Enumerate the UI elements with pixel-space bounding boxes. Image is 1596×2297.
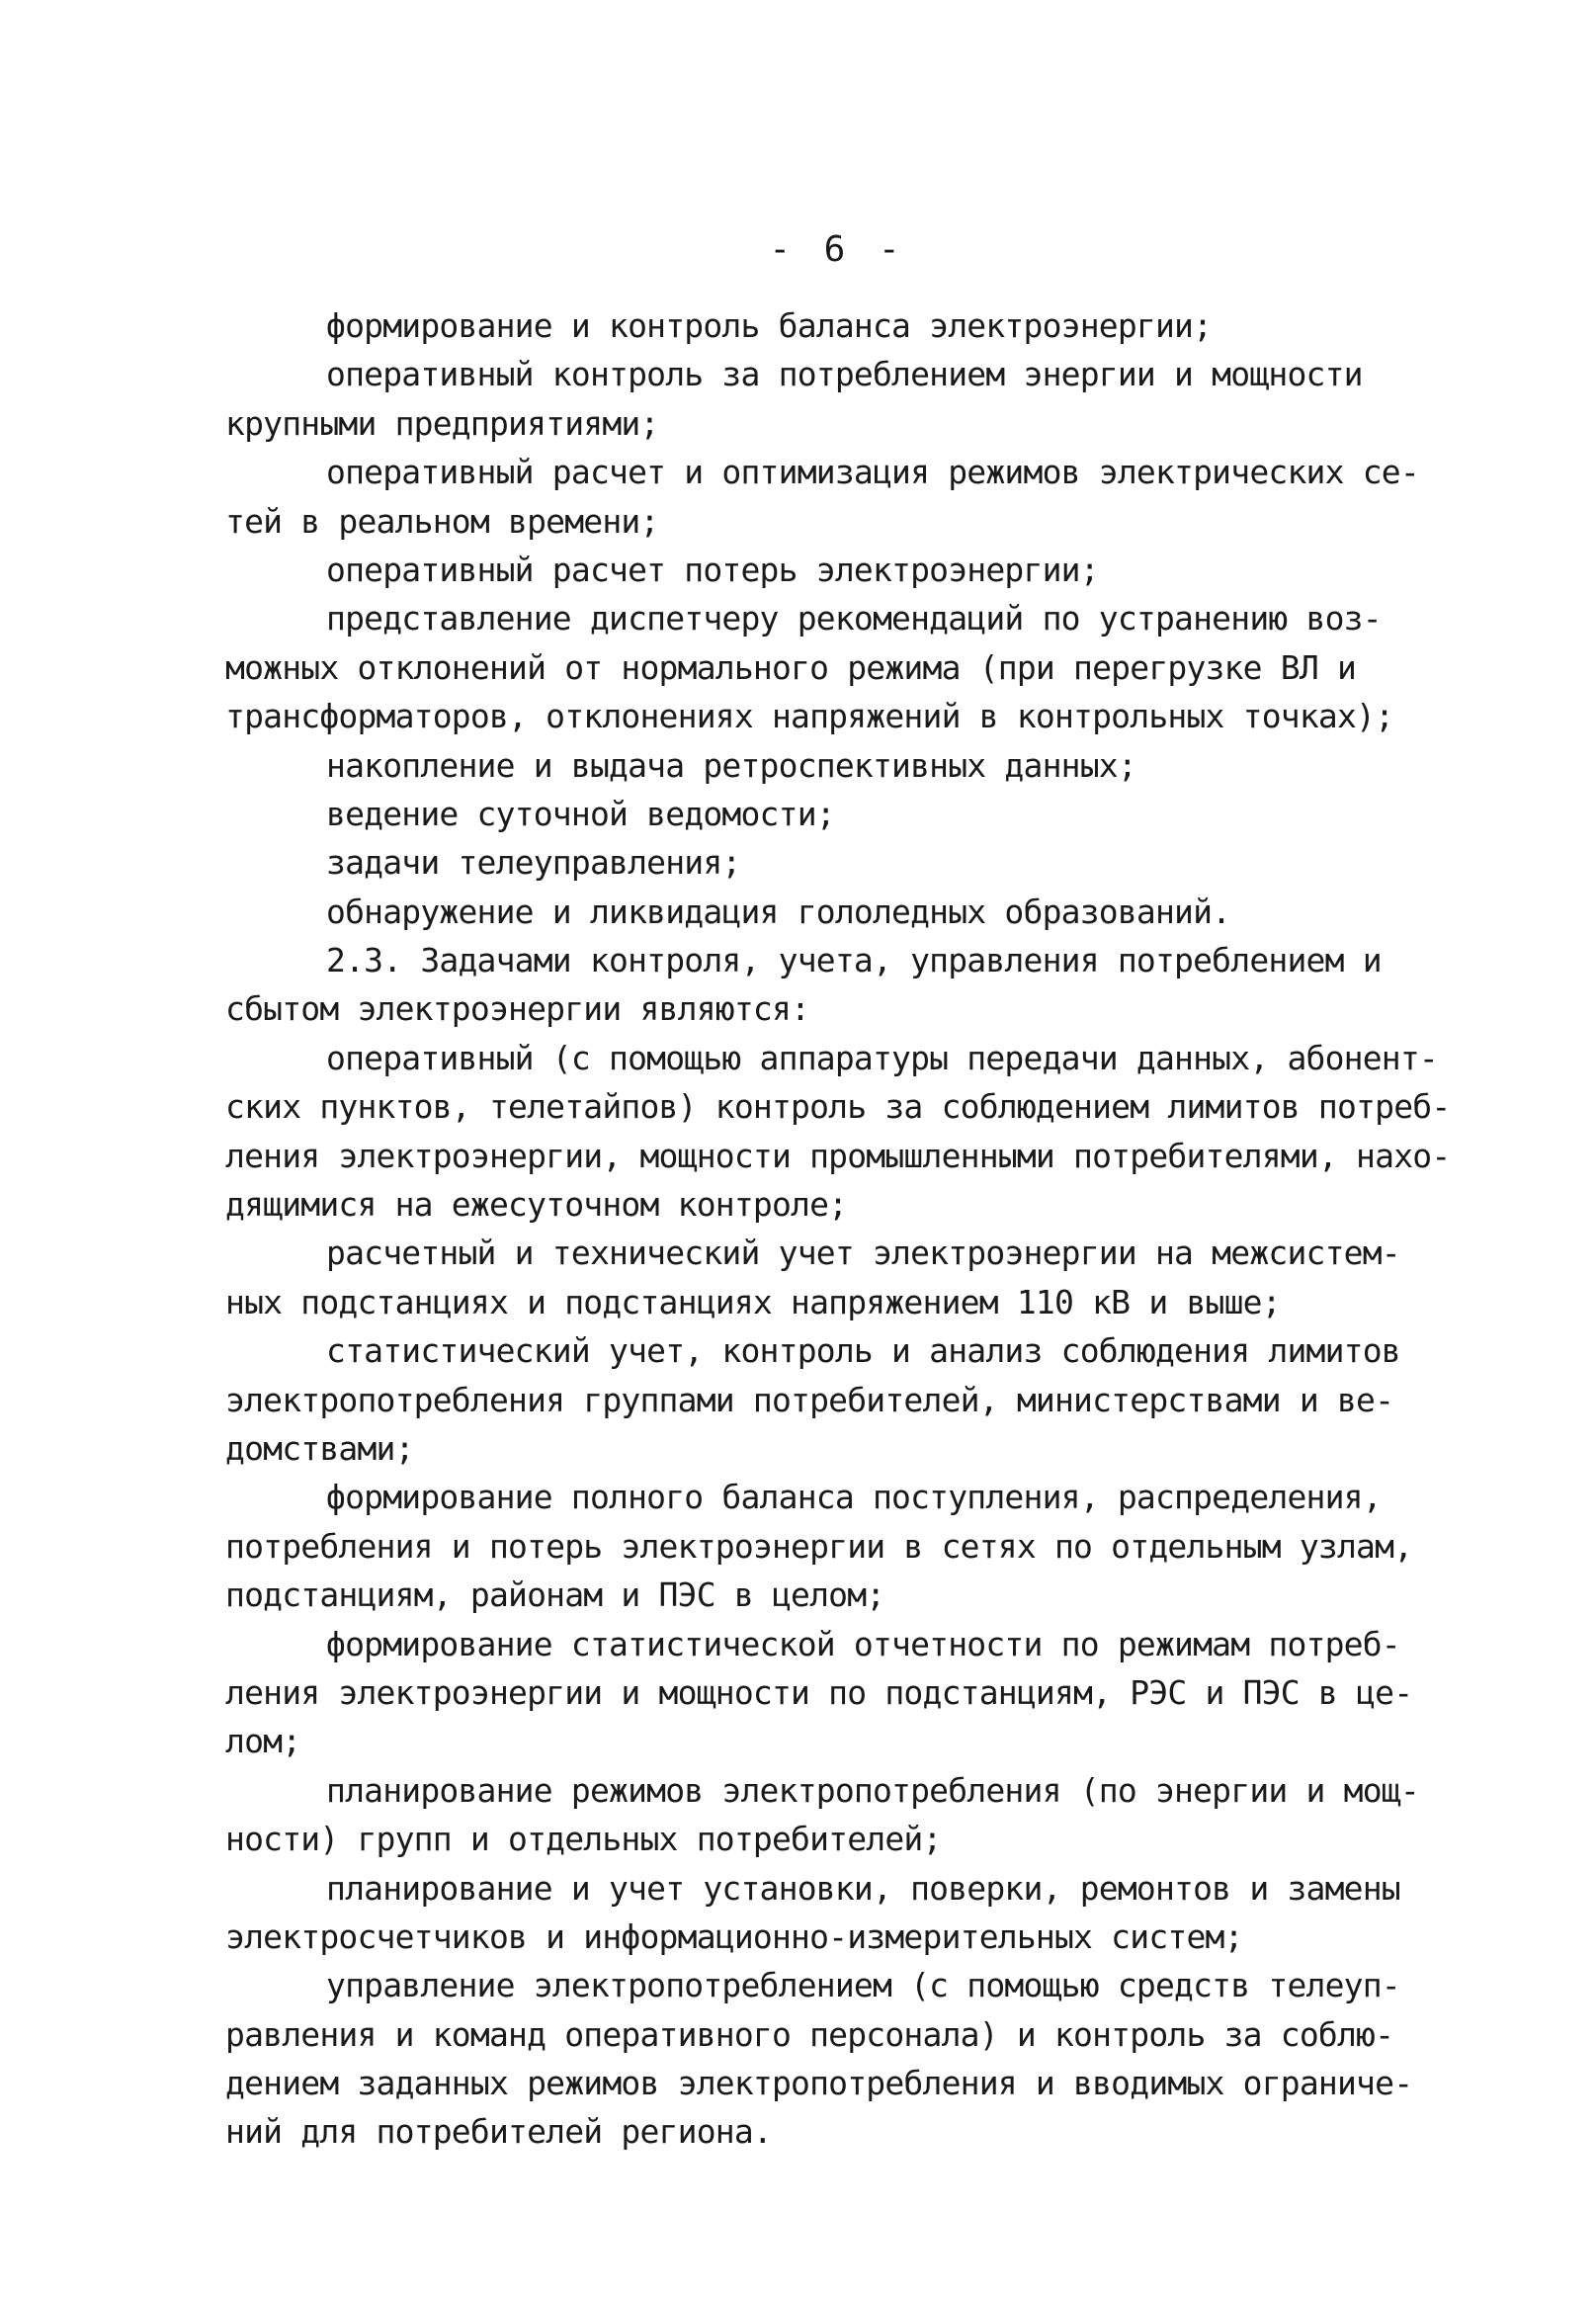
text-line: ности) групп и отдельных потребителей; bbox=[225, 1820, 942, 1859]
text-line: ний для потребителей региона. bbox=[225, 2112, 772, 2152]
text-line: лом; bbox=[225, 1722, 301, 1761]
text-line: представление диспетчеру рекомендаций по устранению воз- bbox=[326, 599, 1382, 638]
text-line: оперативный расчет потерь электроэнергии; bbox=[326, 550, 1099, 589]
text-line: дением заданных режимов электропотребления и вводимых ограниче- bbox=[225, 2064, 1413, 2103]
text-line: электропотребления группами потребителей, министерствами и ве- bbox=[225, 1380, 1394, 1419]
text-line: оперативный контроль за потреблением энергии и мощности bbox=[326, 355, 1363, 394]
text-line: планирование и учет установки, поверки, ремонтов и замены bbox=[326, 1868, 1400, 1908]
text-line: оперативный (с помощью аппаратуры передачи данных, абонент- bbox=[326, 1038, 1438, 1077]
text-line: ских пунктов, телетайпов) контроль за соблюдением лимитов потреб- bbox=[225, 1087, 1451, 1127]
text-line: крупными предприятиями; bbox=[225, 403, 659, 443]
text-line: оперативный расчет и оптимизация режимов электрических се- bbox=[326, 453, 1419, 492]
text-line: ных подстанциях и подстанциях напряжением 110 кВ и выше; bbox=[225, 1282, 1281, 1321]
text-line: формирование и контроль баланса электроэнергии; bbox=[326, 306, 1213, 345]
text-line: расчетный и технический учет электроэнергии на межсистем- bbox=[326, 1234, 1400, 1273]
text-line: статистический учет, контроль и анализ соблюдения лимитов bbox=[326, 1331, 1400, 1371]
text-line: ления электроэнергии, мощности промышленными потребителями, нахо- bbox=[225, 1136, 1451, 1175]
text-line: ведение суточной ведомости; bbox=[326, 794, 835, 833]
text-line: потребления и потерь электроэнергии в сетях по отдельным узлам, bbox=[225, 1526, 1413, 1566]
text-line: трансформаторов, отклонениях напряжений в контрольных точках); bbox=[225, 697, 1394, 736]
text-line: электросчетчиков и информационно-измерительных систем; bbox=[225, 1916, 1243, 1956]
text-line: формирование полного баланса поступления, распределения, bbox=[326, 1478, 1382, 1517]
text-line: планирование режимов электропотребления (по энергии и мощ- bbox=[326, 1770, 1419, 1810]
text-line: домствами; bbox=[225, 1428, 414, 1468]
text-line: сбытом электроэнергии являются: bbox=[225, 989, 810, 1029]
text-line: задачи телеуправления; bbox=[326, 843, 741, 883]
text-line: ления электроэнергии и мощности по подстанциям, РЭС и ПЭС в це- bbox=[225, 1672, 1413, 1712]
page-number: - 6 - bbox=[769, 229, 906, 270]
text-line: управление электропотреблением (с помощью средств телеуп- bbox=[326, 1966, 1400, 2005]
text-line: подстанциям, районам и ПЭС в целом; bbox=[225, 1575, 885, 1615]
text-line: 2.3. Задачами контроля, учета, управления потреблением и bbox=[326, 941, 1382, 980]
text-line: обнаружение и ликвидация гололедных образований. bbox=[326, 892, 1231, 931]
text-line: дящимися на ежесуточном контроле; bbox=[225, 1185, 848, 1225]
text-line: накопление и выдача ретроспективных данных; bbox=[326, 745, 1136, 785]
text-line: формирование статистической отчетности по режимам потреб- bbox=[326, 1624, 1400, 1663]
text-line: тей в реальном времени; bbox=[225, 501, 659, 541]
text-line: можных отклонений от нормального режима (при перегрузке ВЛ и bbox=[225, 647, 1357, 687]
body-text bbox=[225, 301, 1530, 2157]
text-line: равления и команд оперативного персонала) и контроль за соблю- bbox=[225, 2014, 1394, 2054]
